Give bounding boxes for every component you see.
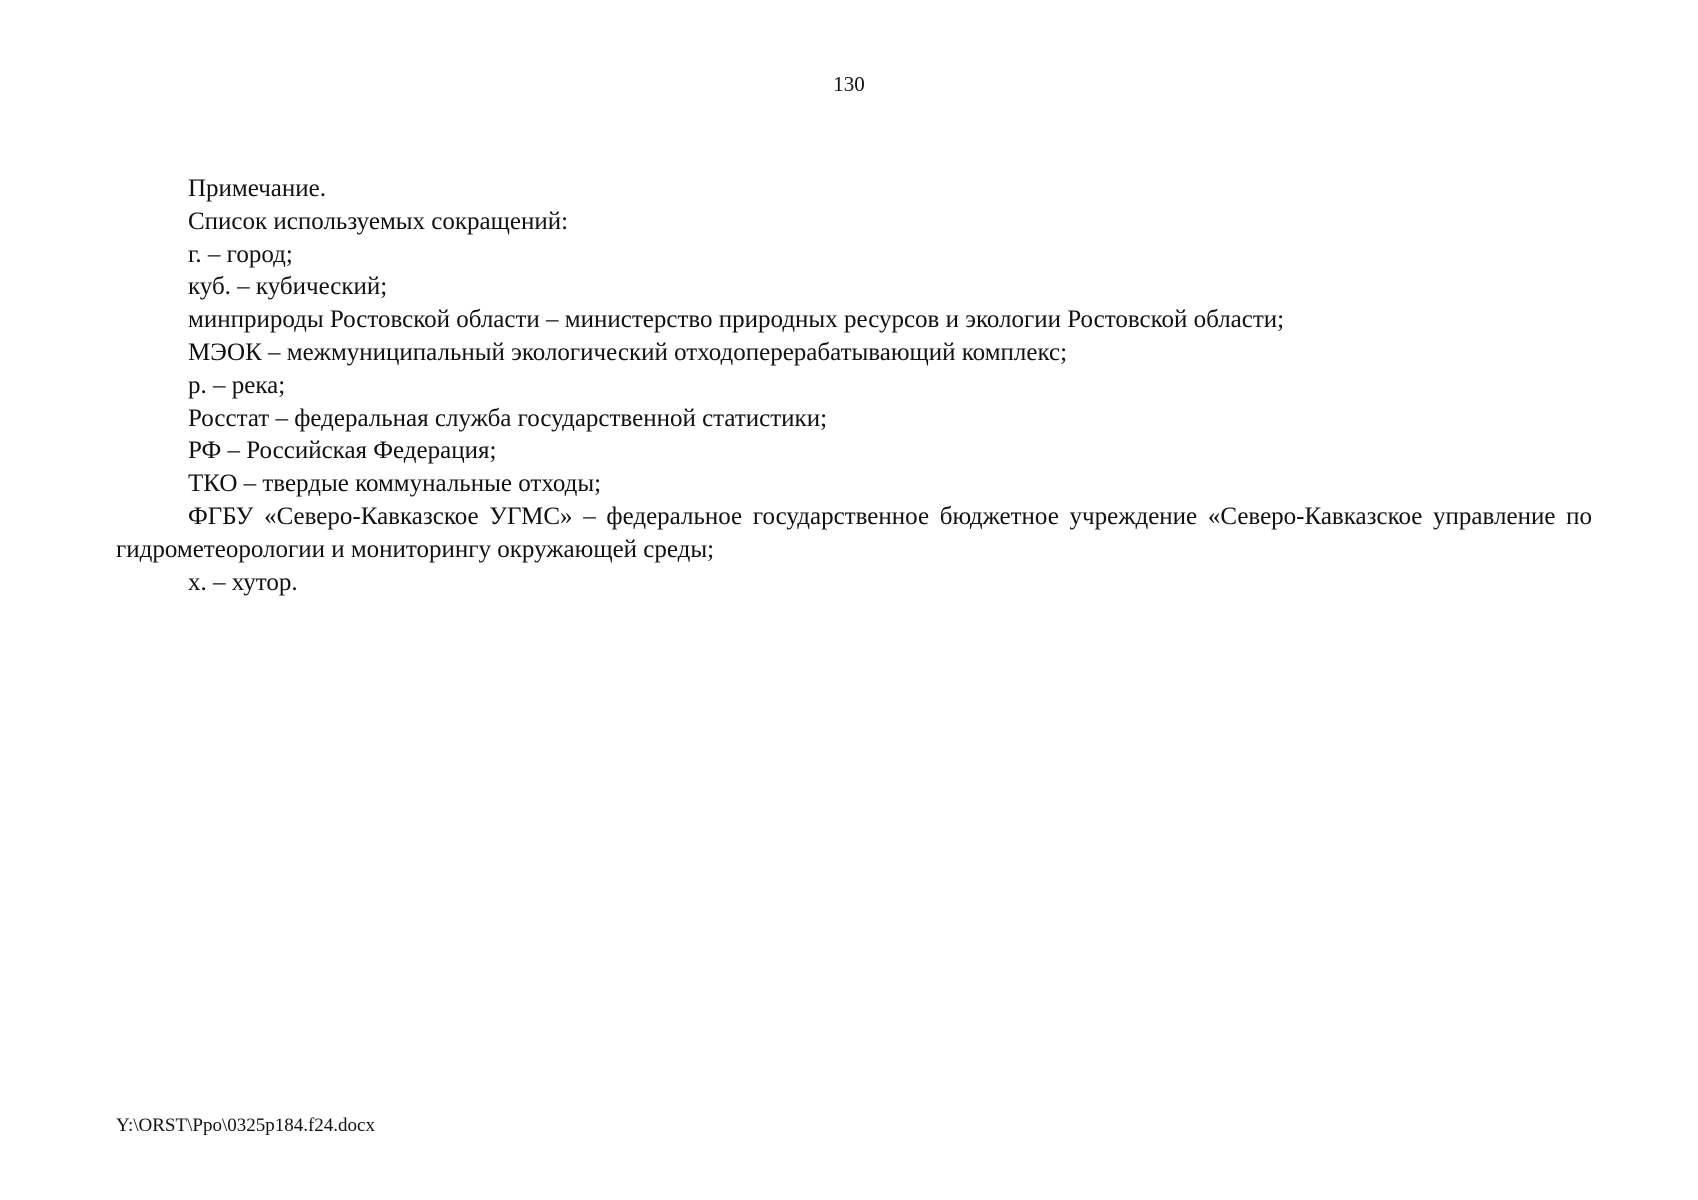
abbreviation-item: х. – хутор.: [188, 568, 298, 596]
abbreviation-item: ФГБУ «Северо-Кавказское УГМС» – федеральное государственное бюджетное учреждение «Северо-Кавказское управление по гидрометеорологии и мониторингу окружающей среды;: [116, 502, 1592, 563]
abbreviation-item: РФ – Российская Федерация;: [188, 437, 497, 465]
abbreviation-item: минприроды Ростовской области – министерство природных ресурсов и экологии Ростовской области;: [188, 306, 1285, 334]
note-heading: Примечание.: [188, 175, 327, 202]
abbreviation-list-title: Список используемых сокращений:: [188, 207, 569, 235]
abbreviation-item: куб. – кубический;: [188, 273, 388, 301]
page-number: 130: [833, 72, 865, 96]
abbreviation-item: ТКО – твердые коммунальные отходы;: [188, 470, 602, 498]
abbreviation-item: р. – река;: [188, 371, 286, 399]
abbreviation-item: МЭОК – межмуниципальный экологический отходоперерабатывающий комплекс;: [188, 338, 1068, 366]
abbreviation-item: Росстат – федеральная служба государственной статистики;: [188, 404, 828, 432]
footer-file-path: Y:\ORST\Ppo\0325p184.f24.docx: [116, 1115, 375, 1136]
abbreviation-note: [116, 173, 1592, 599]
abbreviation-item: г. – город;: [188, 240, 293, 268]
